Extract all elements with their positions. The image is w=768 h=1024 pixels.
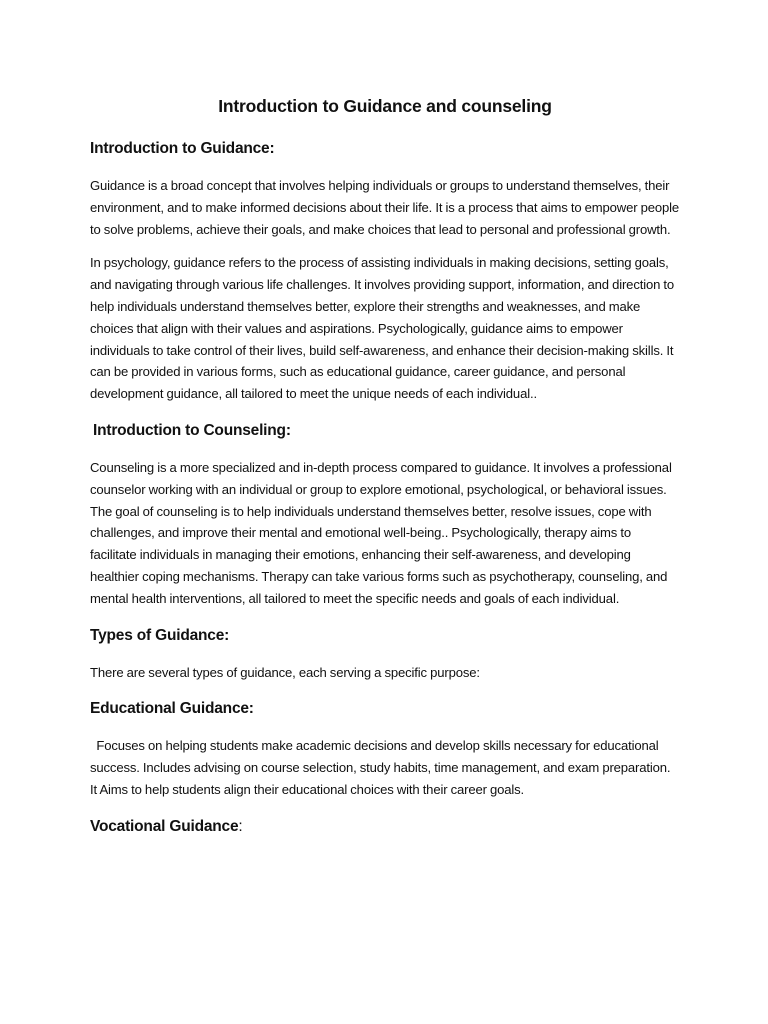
heading-vocational-guidance-text: Vocational Guidance bbox=[90, 817, 239, 835]
document-title: Introduction to Guidance and counseling bbox=[218, 96, 552, 116]
heading-types-of-guidance: Types of Guidance: bbox=[90, 626, 230, 644]
heading-intro-guidance: Introduction to Guidance: bbox=[90, 140, 275, 157]
paragraph-guidance-psychology: In psychology, guidance refers to the process of assisting individuals in making decisions, setting goals, and navigating through various life challenges. It involves providing support, information, and direction to help individuals understand themselves better, explore their strengths and weaknesses, and make choices that align with their values and aspirations. Psychologically, guidance aims to empower individuals to take control of their lives, build self-awareness, and enhance their decision-making skills. It can be provided in various forms, such as educational guidance, career guidance, and personal development guidance, all tailored to meet the unique needs of each individual.. bbox=[90, 255, 675, 402]
heading-educational-guidance: Educational Guidance: bbox=[90, 700, 254, 718]
document-body bbox=[90, 93, 680, 839]
paragraph-guidance-definition: Guidance is a broad concept that involves helping individuals or groups to understand themselves, their environment, and to make informed decisions about their life. It is a process that aims to empower people to solve problems, achieve their goals, and make choices that lead to personal and professional growth. bbox=[90, 178, 680, 237]
heading-vocational-guidance bbox=[90, 815, 680, 839]
paragraph-educational-guidance: Focuses on helping students make academic decisions and develop skills necessary for educational success. Includes advising on course selection, study habits, time management, and exam preparation. It Aims to help students align their educational choices with their career goals. bbox=[90, 738, 674, 797]
paragraph-counseling-definition: Counseling is a more specialized and in-depth process compared to guidance. It involves a professional counselor working with an individual or group to explore emotional, psychological, or behavioral issues. The goal of counseling is to help individuals understand themselves better, resolve issues, cope with challenges, and improve their mental and emotional well-being.. Psychologically, therapy aims to facilitate individuals in managing their emotions, enhancing their self-awareness, and developing healthier coping mechanisms. Therapy can take various forms such as psychotherapy, counseling, and mental health interventions, all tailored to meet the specific needs and goals of each individual. bbox=[90, 459, 672, 606]
paragraph-types-intro: There are several types of guidance, each serving a specific purpose: bbox=[90, 664, 480, 680]
heading-intro-counseling: Introduction to Counseling: bbox=[93, 421, 291, 439]
heading-vocational-guidance-colon: : bbox=[238, 817, 243, 835]
